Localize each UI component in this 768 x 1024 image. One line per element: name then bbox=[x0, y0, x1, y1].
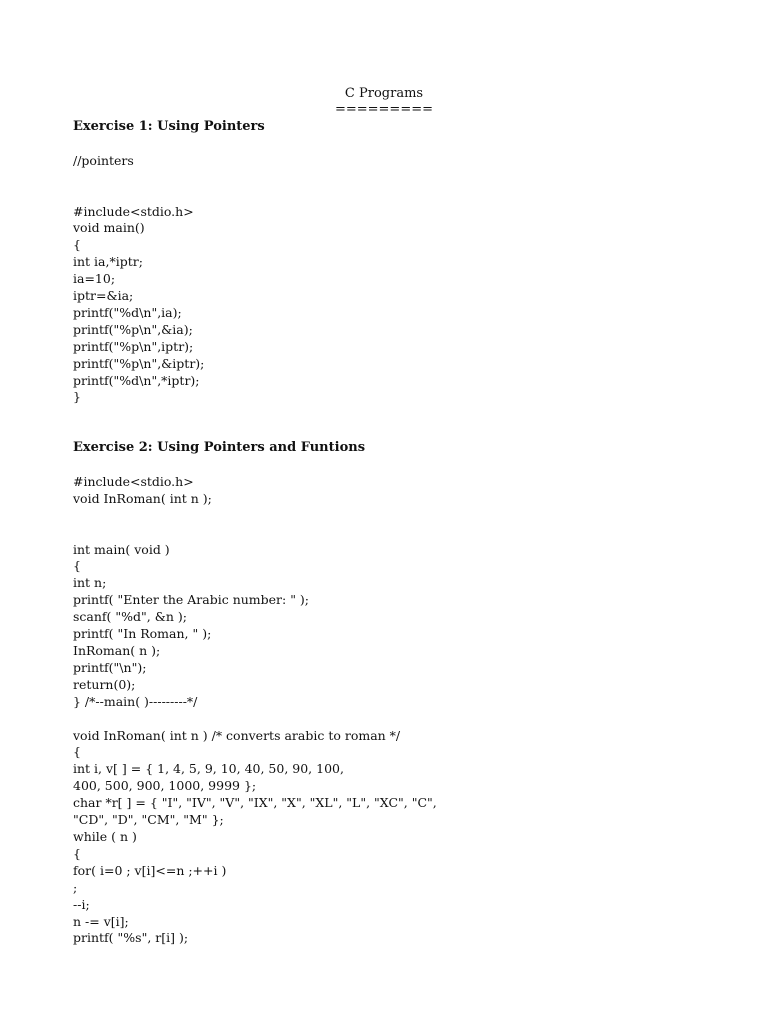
exercise-2-code-header bbox=[73, 474, 723, 508]
code-line: return(0); bbox=[73, 676, 136, 692]
document-title: C Programs bbox=[344, 86, 424, 101]
code-line: printf( "%s", r[i] ); bbox=[73, 930, 189, 946]
code-line: char *r[ ] = { "I", "IV", "V", "IX", "X", "XL", "L", "XC", "C", bbox=[73, 795, 437, 811]
code-line: for( i=0 ; v[i]<=n ;++i ) bbox=[73, 862, 227, 878]
code-line: printf("%p\n",&iptr); bbox=[73, 355, 205, 371]
code-line: n -= v[i]; bbox=[73, 913, 129, 929]
exercise-2-heading: Exercise 2: Using Pointers and Funtions bbox=[73, 440, 366, 456]
code-line: int n; bbox=[73, 575, 107, 591]
code-comment: //pointers bbox=[73, 152, 134, 168]
code-line: { bbox=[73, 558, 81, 574]
code-line: 400, 500, 900, 1000, 9999 }; bbox=[73, 778, 257, 794]
code-line: --i; bbox=[73, 896, 90, 912]
code-line: scanf( "%d", &n ); bbox=[73, 609, 187, 625]
code-line: "CD", "D", "CM", "M" }; bbox=[73, 812, 224, 828]
code-line: } /*--main( )---------*/ bbox=[73, 693, 198, 709]
document-body bbox=[73, 119, 723, 947]
exercise-1-heading: Exercise 1: Using Pointers bbox=[73, 119, 265, 134]
code-line: void main() bbox=[73, 220, 145, 236]
code-line: } bbox=[73, 389, 81, 405]
code-line: ; bbox=[73, 879, 78, 895]
code-line: printf( "In Roman, " ); bbox=[73, 626, 212, 642]
code-line: #include<stdio.h> bbox=[73, 473, 194, 489]
code-line: printf("%p\n",&ia); bbox=[73, 321, 193, 337]
code-line: { bbox=[73, 845, 81, 861]
code-line: InRoman( n ); bbox=[73, 643, 161, 659]
code-line: printf("%p\n",iptr); bbox=[73, 338, 194, 354]
code-line: printf("\n"); bbox=[73, 659, 147, 675]
code-line: void InRoman( int n ) /* converts arabic to roman */ bbox=[73, 727, 401, 743]
code-line: while ( n ) bbox=[73, 828, 137, 844]
title-underline: ========= bbox=[334, 102, 434, 117]
code-line: iptr=&ia; bbox=[73, 288, 134, 304]
code-line: int ia,*iptr; bbox=[73, 254, 143, 270]
code-line: int i, v[ ] = { 1, 4, 5, 9, 10, 40, 50, 90, 100, bbox=[73, 761, 344, 777]
code-line: ia=10; bbox=[73, 271, 116, 287]
code-line: void InRoman( int n ); bbox=[73, 490, 212, 506]
code-line: { bbox=[73, 744, 81, 760]
code-line: { bbox=[73, 237, 81, 253]
code-line: #include<stdio.h> bbox=[73, 203, 194, 219]
code-line: printf("%d\n",ia); bbox=[73, 304, 182, 320]
code-line: printf( "Enter the Arabic number: " ); bbox=[73, 592, 310, 608]
exercise-2-code-main bbox=[73, 542, 723, 711]
document-title-block bbox=[0, 86, 768, 118]
code-line: printf("%d\n",*iptr); bbox=[73, 372, 200, 388]
exercise-1-code bbox=[73, 204, 723, 407]
exercise-2-code-inroman bbox=[73, 728, 723, 948]
code-line: int main( void ) bbox=[73, 541, 170, 557]
